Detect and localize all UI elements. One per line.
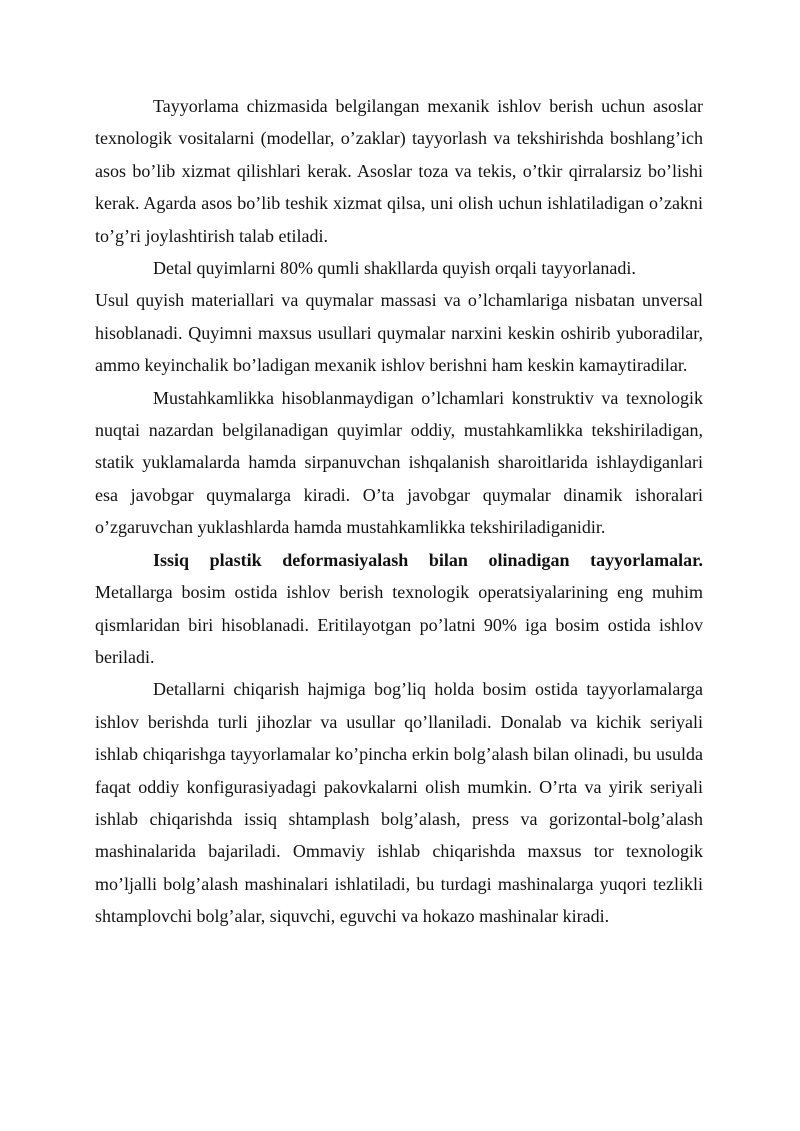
- paragraph-hot-deformation: [95, 544, 703, 674]
- section-heading: Issiq plastik deformasiyalash bilan olinadigan tayyorlamalar.: [153, 549, 703, 570]
- document-body: [95, 90, 703, 933]
- paragraph-casting-intro: Detal quyimlarni 80% qumli shakllarda quyish orqali tayyorlanadi.: [153, 258, 636, 279]
- paragraph-casting-classes: Mustahkamlikka hisoblanmaydigan o’lchamlari konstruktiv va texnologik nuqtai nazardan belgilanadigan quyimlar oddiy, mustahkamlikka tekshiriladigan, statik yuklamalarda hamda sirpanuvchan ishqalanish sharoitlarida ishlaydiganlari esa javobgar quymalarga kiradi. O’ta javobgar quymalar dinamik ishoralari o’zgaruvchan yuklashlarda hamda mustahkamlikka tekshiriladiganidir.: [95, 387, 703, 538]
- paragraph-hot-deformation-text: Metallarga bosim ostida ishlov berish texnologik operatsiyalarining eng muhim qismlaridan biri hisoblanadi. Eritilayotgan po’latni 90% iga bosim ostida ishlov beriladi.: [95, 582, 703, 667]
- paragraph-casting-methods: Usul quyish materiallari va quymalar massasi va o’lchamlariga nisbatan unversal hisoblanadi. Quyimni maxsus usullari quymalar narxini keskin oshirib yuboradilar, ammo keyinchalik bo’ladigan mexanik ishlov berishni ham keskin kamaytiradilar.: [95, 290, 703, 376]
- paragraph-base-surfaces: Tayyorlama chizmasida belgilangan mexanik ishlov berish uchun asoslar texnologik vositalarni (modellar, o’zaklar) tayyorlash va tekshirishda boshlang’ich asos bo’lib xizmat qilishlari kerak. Asoslar toza va tekis, o’tkir qirralarsiz bo’lishi kerak. Agarda asos bo’lib teshik xizmat qilsa, uni olish uchun ishlatiladigan o’zakni to’g’ri joylashtirish talab etiladi.: [95, 96, 703, 246]
- paragraph-forging-methods: Detallarni chiqarish hajmiga bog’liq holda bosim ostida tayyorlamalarga ishlov berishda turli jihozlar va usullar qo’llaniladi. Donalab va kichik seriyali ishlab chiqarishga tayyorlamalar ko’pincha erkin bolg’alash bilan olinadi, bu usulda faqat oddiy konfigurasiyadagi pakovkalarni olish mumkin. O’rta va yirik seriyali ishlab chiqarishda issiq shtamplash bolg’alash, press va gorizontal-bolg’alash mashinalarida bajariladi. Ommaviy ishlab chiqarishda maxsus tor texnologik mo’ljalli bolg’alash mashinalari ishlatiladi, bu turdagi mashinalarga yuqori tezlikli shtamplovchi bolg’alar, siquvchi, eguvchi va hokazo mashinalar kiradi.: [95, 679, 703, 927]
